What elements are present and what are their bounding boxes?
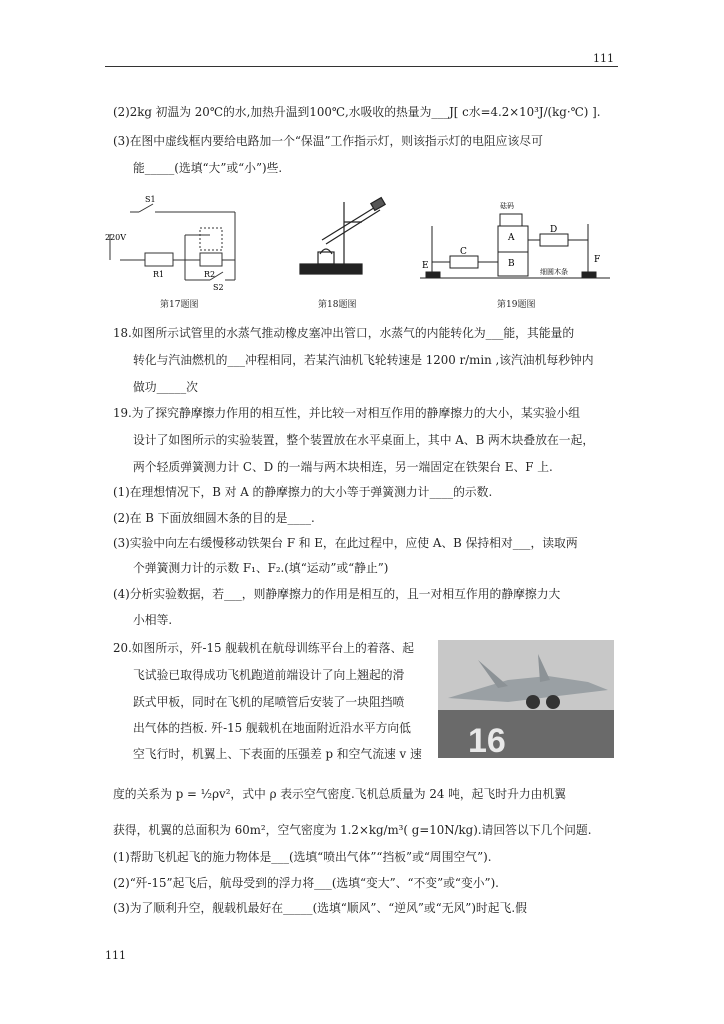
q19-line2: 设计了如图所示的实验装置，整个装置放在水平桌面上，其中 A、B 两木块叠放在一起， — [133, 433, 595, 447]
fig19-d-label: D — [550, 225, 558, 235]
q18-line3: 做功_____次 — [133, 380, 198, 394]
jet-photo — [438, 640, 614, 758]
q20-line4: 出气体的挡板. 歼-15 舰载机在地面附近沿水平方向低 — [133, 721, 411, 735]
deck-number: 16 — [468, 722, 506, 758]
fig19-caption: 第19题图 — [497, 300, 536, 310]
fig17-caption: 第17题图 — [160, 300, 199, 310]
fig19-e-label: E — [422, 261, 429, 271]
fig17-voltage-label: 220V — [105, 233, 127, 242]
fig18-caption: 第18题图 — [318, 300, 357, 310]
figure-19-apparatus — [420, 196, 610, 296]
fig17-s2-label: S2 — [213, 283, 224, 292]
footer-page-number: 111 — [105, 949, 126, 962]
fig17-r2-label: R2 — [204, 270, 216, 279]
fig19-a-label: A — [508, 233, 515, 243]
q19-part2: (2)在 B 下面放细圆木条的目的是____. — [113, 511, 315, 525]
fig17-r1-label: R1 — [153, 270, 165, 279]
header-rule — [105, 66, 618, 67]
q19-part4-cont: 小相等. — [133, 613, 173, 627]
q20-line1: 20.如图所示，歼-15 舰载机在航母训练平台上的着落、起 — [113, 641, 415, 655]
q20-line5: 空飞行时，机翼上、下表面的压强差 p 和空气流速 v 速 — [133, 747, 422, 761]
q18-line2: 转化与汽油燃机的___冲程相同，若某汽油机飞轮转速是 1200 r/min ,该汽油机每秒钟内 — [133, 353, 594, 367]
q17-part3: (3)在图中虚线框内要给电路加一个“保温”工作指示灯，则该指示灯的电阻应该尽可 — [113, 134, 543, 148]
figure-18-test-tube — [292, 192, 392, 282]
q18-line1: 18.如图所示试管里的水蒸气推动橡皮塞冲出管口，水蒸气的内能转化为___能，其能量的 — [113, 326, 575, 340]
fig19-f-label: F — [594, 255, 601, 265]
q19-part4: (4)分析实验数据，若___，则静摩擦力的作用是相互的，且一对相互作用的静摩擦力大 — [113, 587, 561, 601]
q20-part2: (2)“歼-15”起飞后，航母受到的浮力将___(选填“变大”、“不变”或“变小”). — [113, 876, 499, 890]
fig19-b-label: B — [508, 259, 515, 269]
q20-part3: (3)为了顺利升空，舰载机最好在_____(选填“顺风”、“逆风”或“无风”)时起飞.假 — [113, 901, 527, 915]
q20-formula-line: 度的关系为 p = ½ρv²，式中 ρ 表示空气密度.飞机总质量为 24 吨，起飞时升力由机翼 — [113, 787, 567, 801]
q19-part3: (3)实验中向左右缓慢移动铁架台 F 和 E，在此过程中，应使 A、B 保持相对___，读取两 — [113, 536, 578, 550]
q20-line3: 跃式甲板，同时在飞机的尾喷管后安装了一块阻挡喷 — [133, 695, 405, 709]
header-page-number: 111 — [593, 52, 614, 65]
q20-line7: 获得，机翼的总面积为 60m²，空气密度为 1.2×kg/m³( g=10N/kg).请回答以下几个问题. — [113, 823, 592, 837]
q19-part3-cont: 个弹簧测力计的示数 F₁、F₂.(填“运动”或“静止”) — [133, 561, 389, 575]
q19-part1: (1)在理想情况下，B 对 A 的静摩擦力的大小等于弹簧测力计____的示数. — [113, 485, 493, 499]
q20-part1: (1)帮助飞机起飞的施力物体是___(选填“喷出气体”“挡板”或“周围空气”). — [113, 850, 492, 864]
q19-line3: 两个轻质弹簧测力计 C、D 的一端与两木块相连，另一端固定在铁架台 E、F 上. — [133, 460, 553, 474]
q17-part2: (2)2kg 初温为 20℃的水,加热升温到100℃,水吸收的热量为___J[ c水=4.2×10³J/(kg·℃) ]. — [113, 105, 601, 119]
jet-photo-art — [438, 640, 614, 758]
fig17-s1-label: S1 — [145, 195, 156, 204]
fig19-c-label: C — [460, 247, 467, 257]
figure-17-circuit — [105, 190, 255, 302]
fig19-weight-label: 砝码 — [500, 202, 514, 210]
q17-part3-cont: 能_____(选填“大”或“小”)些. — [133, 161, 283, 175]
q20-line2: 飞试验已取得成功飞机跑道前端设计了向上翘起的滑 — [133, 668, 405, 682]
q19-line1: 19.为了探究静摩擦力作用的相互性，并比较一对相互作用的静摩擦力的大小，某实验小组 — [113, 406, 581, 420]
fig19-rod-label: 细圆木条 — [540, 268, 568, 276]
